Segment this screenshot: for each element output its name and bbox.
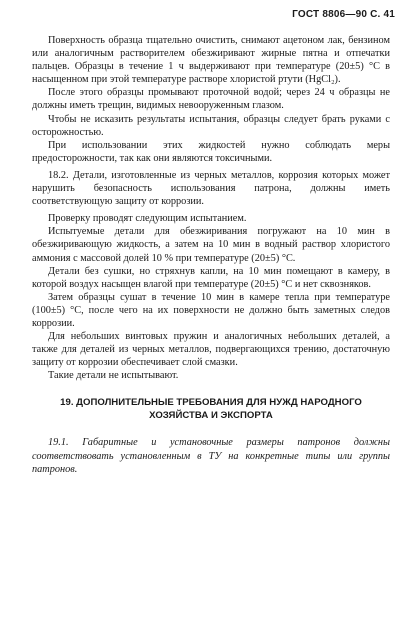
paragraph: 18.2. Детали, изготовленные из черных металлов, коррозия которых может нарушить безопасность использования патрона, должны иметь соответствующую защиту от коррозии. [32,169,390,208]
paragraph: При использовании этих жидкостей нужно соблюдать меры предосторожности, так как они являются токсичными. [32,139,390,164]
paragraph: Испытуемые детали для обезжиривания погружают на 10 мин в обезжиривающую жидкость, а затем на 10 мин в водный раствор хлористого аммония с массовой долей 10 % при температуре (20±5) °С. [32,226,390,264]
paragraph: Для небольших винтовых пружин и аналогичных небольших деталей, а также для деталей из черных металлов, подвергающихся трению, достаточную защиту от коррозии обеспечивает слой смазки. [32,331,390,369]
paragraph: Чтобы не исказить результаты испытания, образцы следует брать руками с осторожностью. [32,113,390,138]
paragraph: После этого образцы промывают проточной водой; через 24 ч образцы не должны иметь трещин, видимых невооруженным глазом. [32,87,390,112]
paragraph: Проверку проводят следующим испытанием. [48,213,247,225]
paragraph: Поверхность образца тщательно очистить, снимают ацетоном лак, бензином или аналогичным растворителем обезжиривают жирные пятна и отпечатки пальцев. Образцы в течение 1 ч выдерживают при температуре (20±5) °С в насыщенном при этой температуре растворе хлористой ртути (HgCl₂). [32,35,390,86]
paragraph: Такие детали не испытывают. [48,370,179,382]
section-heading: 19. ДОПОЛНИТЕЛЬНЫЕ ТРЕБОВАНИЯ ДЛЯ НУЖД НАРОДНОГО ХОЗЯЙСТВА И ЭКСПОРТА [60,397,362,422]
page-header: ГОСТ 8806—90 С. 41 [292,9,395,20]
paragraph: Затем образцы сушат в течение 10 мин в камере тепла при температуре (100±5) °С, после чего на их поверхности не должно быть заметных следов коррозии. [32,291,390,329]
paragraph: Детали без сушки, но стряхнув капли, на 10 мин помещают в камеру, в которой воздух насыщен влагой при температуре (20±5) °С и нет сквозняков. [32,265,390,290]
paragraph: 19.1. Габаритные и установочные размеры патронов должны соответствовать установленным в ТУ на конкретные типы или группы патронов. [32,437,390,475]
document-body [32,34,390,476]
